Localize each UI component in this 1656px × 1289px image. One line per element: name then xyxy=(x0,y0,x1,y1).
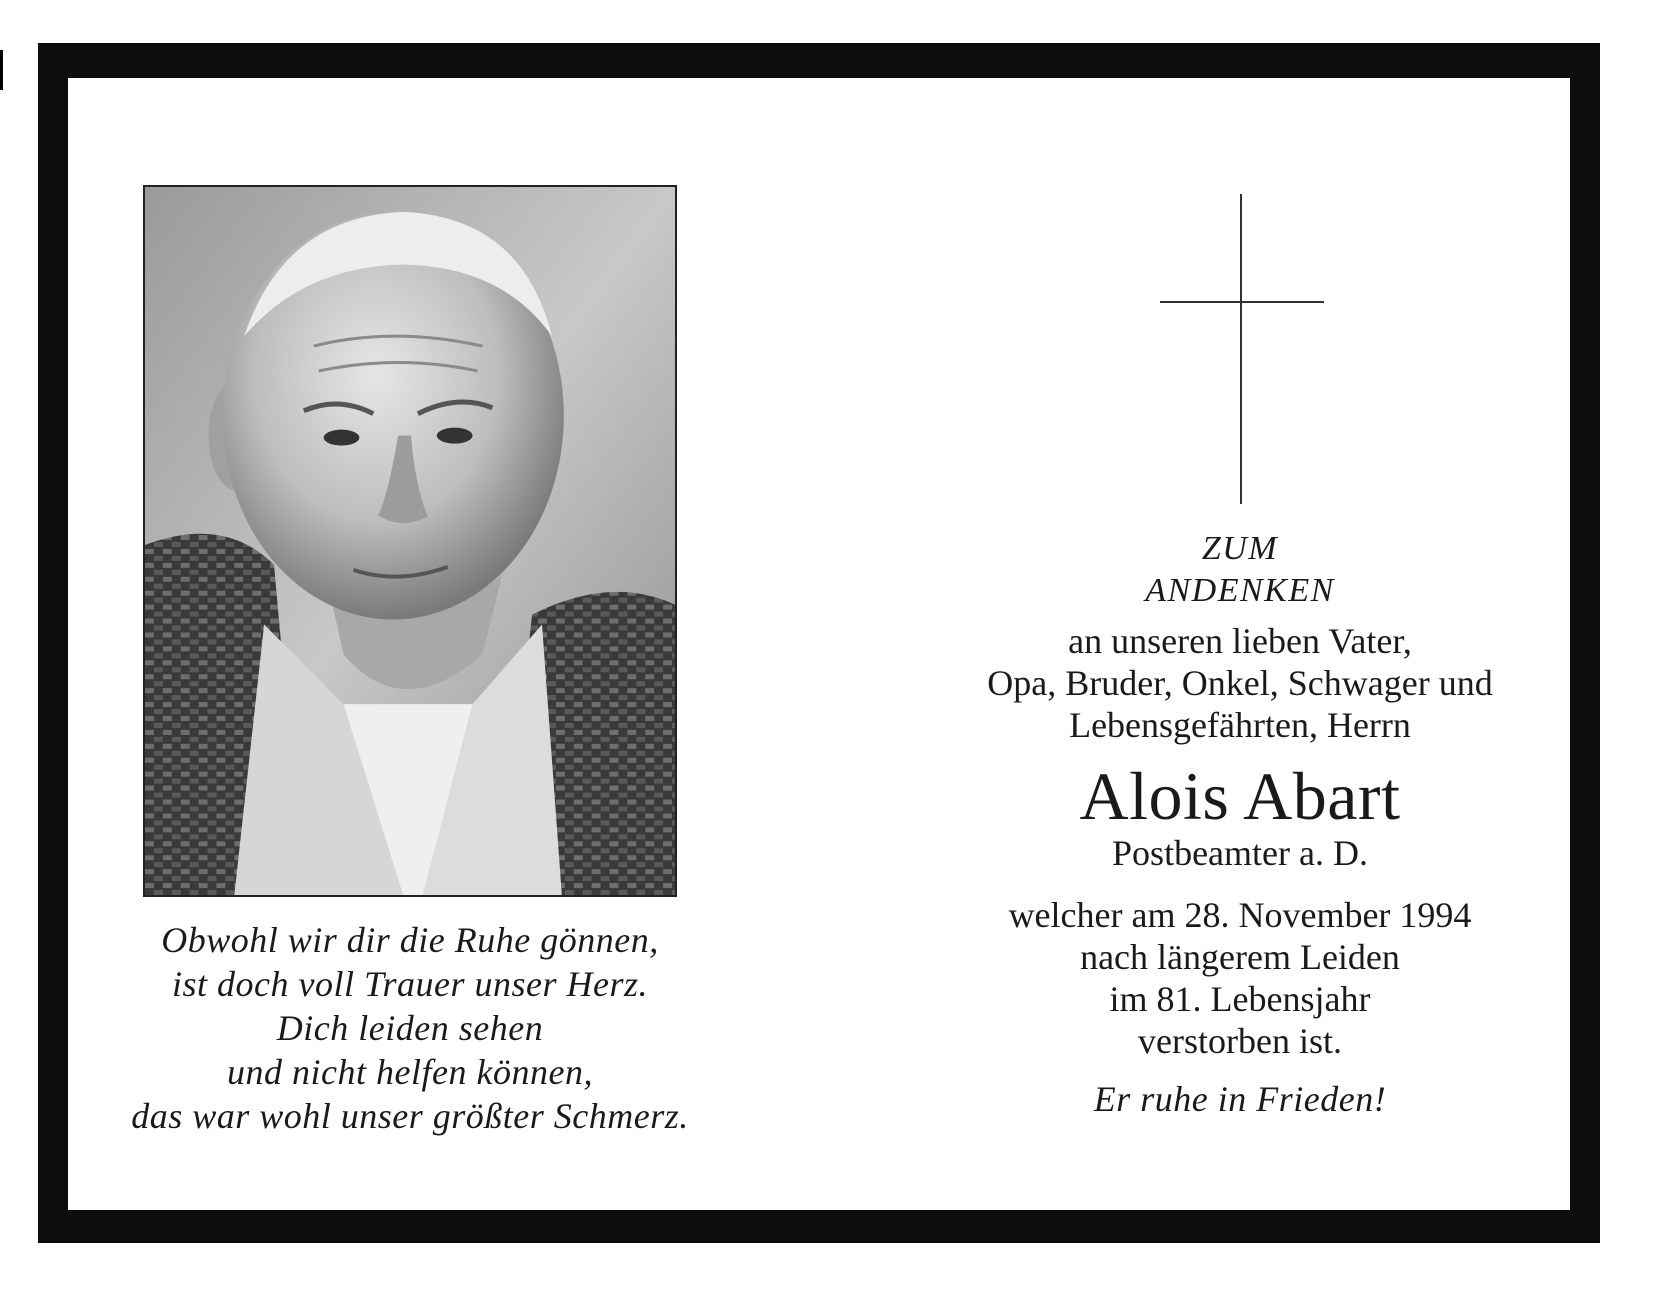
poem-line: ist doch voll Trauer unser Herz. xyxy=(171,964,648,1004)
poem-line: und nicht helfen können, xyxy=(227,1052,593,1092)
memory-heading-line: ZUM xyxy=(1201,530,1279,567)
death-info-line: verstorben ist. xyxy=(1138,1021,1342,1061)
death-info-line: welcher am 28. November 1994 xyxy=(1008,895,1472,935)
poem xyxy=(70,918,750,1138)
obituary-text xyxy=(900,528,1580,1120)
poem-line: Dich leiden sehen xyxy=(276,1008,544,1048)
dedication xyxy=(900,620,1580,746)
poem-line: das war wohl unser größter Schmerz. xyxy=(131,1096,689,1136)
portrait-image xyxy=(145,187,675,895)
dedication-line: Opa, Bruder, Onkel, Schwager und xyxy=(987,663,1493,703)
dedication-line: an unseren lieben Vater, xyxy=(1068,621,1412,661)
cross-icon xyxy=(1240,194,1242,504)
poem-line: Obwohl wir dir die Ruhe gönnen, xyxy=(161,920,659,960)
portrait-photo xyxy=(143,185,677,897)
scan-edge-mark xyxy=(0,50,3,90)
death-info xyxy=(900,894,1580,1062)
cross-icon-bar xyxy=(1160,301,1324,303)
closing-blessing: Er ruhe in Frieden! xyxy=(1093,1079,1387,1119)
death-info-line: im 81. Lebensjahr xyxy=(1109,979,1371,1019)
memory-heading-line: ANDENKEN xyxy=(1145,572,1335,609)
deceased-name: Alois Abart xyxy=(1079,758,1401,834)
deceased-occupation: Postbeamter a. D. xyxy=(1112,833,1368,873)
death-info-line: nach längerem Leiden xyxy=(1080,937,1400,977)
memory-heading xyxy=(900,528,1580,612)
dedication-line: Lebensgefährten, Herrn xyxy=(1069,705,1411,745)
